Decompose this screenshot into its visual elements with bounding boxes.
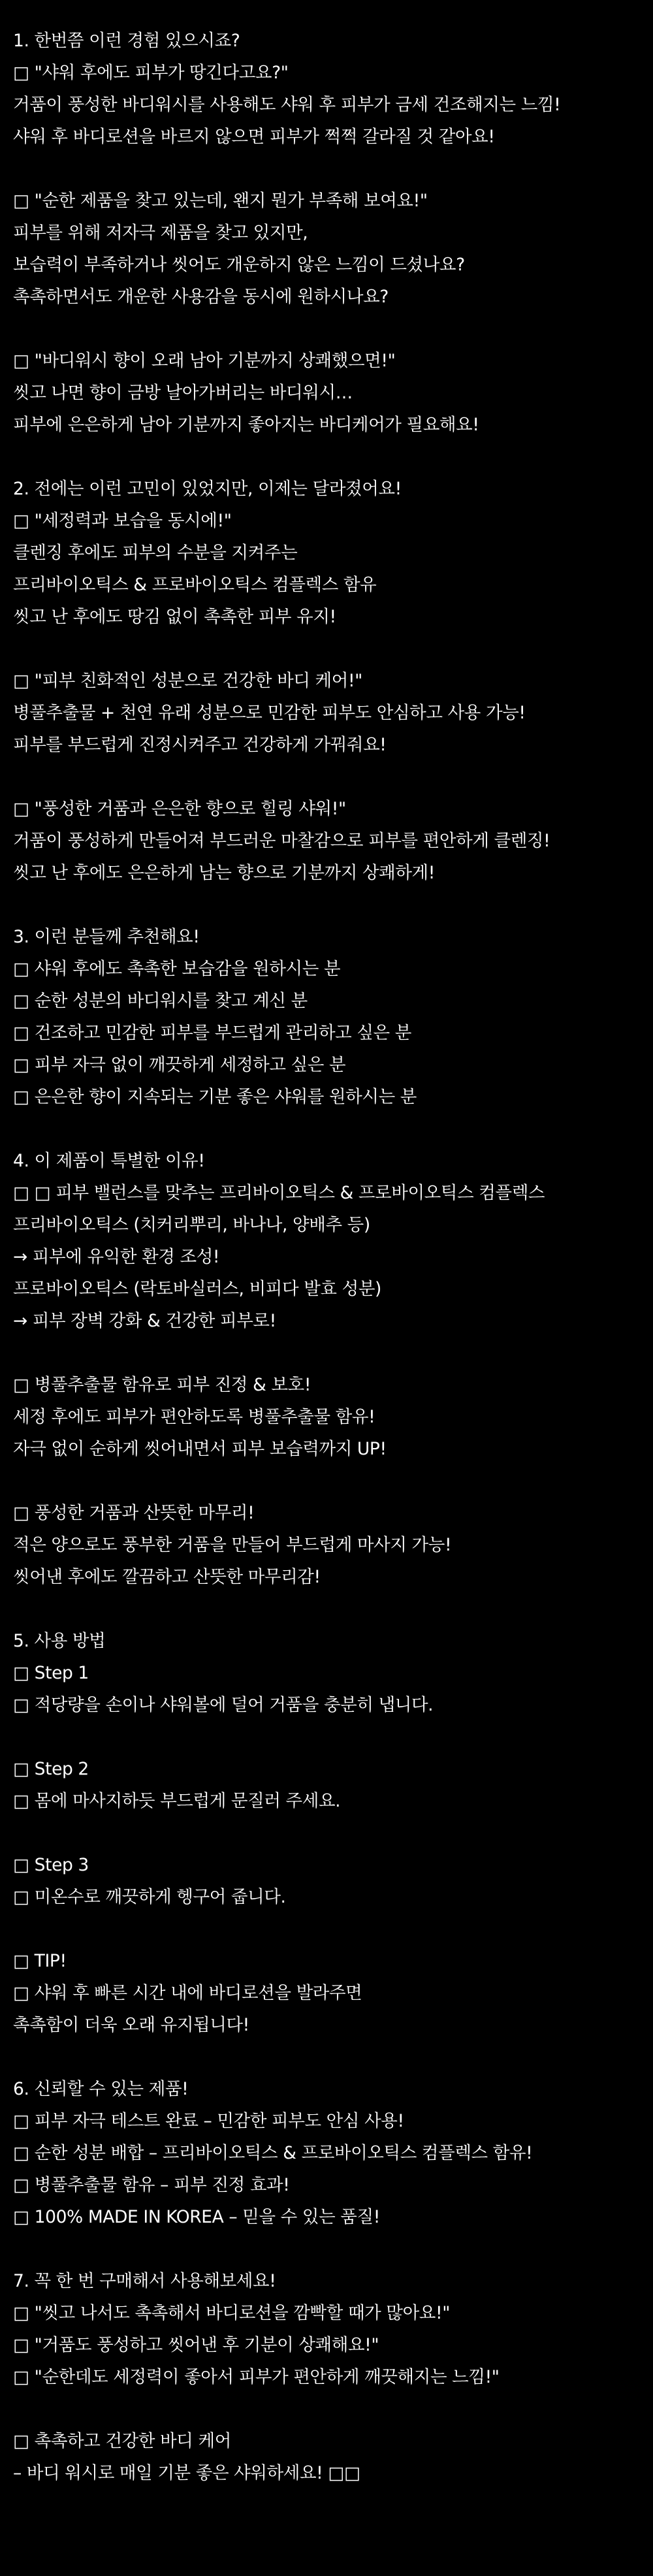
text-line: □ 피부 자극 테스트 완료 – 민감한 피부도 안심 사용! bbox=[13, 2111, 404, 2131]
text-line: 자극 없이 순하게 씻어내면서 피부 보습력까지 UP! bbox=[13, 1439, 387, 1459]
text-line: □ Step 1 bbox=[13, 1663, 89, 1683]
text-line: 적은 양으로도 풍부한 거품을 만들어 부드럽게 마사지 가능! bbox=[13, 1535, 452, 1555]
text-line: □ 순한 성분의 바디워시를 찾고 계신 분 bbox=[13, 991, 308, 1011]
blank-line bbox=[13, 1465, 653, 1497]
text-line: □ 몸에 마사지하듯 부드럽게 문질러 주세요. bbox=[13, 1791, 341, 1811]
blank-line bbox=[13, 761, 653, 793]
text-line: □ 샤워 후에도 촉촉한 보습감을 원하시는 분 bbox=[13, 959, 341, 979]
text-line: □ 촉촉하고 건강한 바디 케어 bbox=[13, 2431, 231, 2451]
section-heading: 5. 사용 방법 bbox=[13, 1631, 106, 1651]
text-line: → 피부에 유익한 환경 조성! bbox=[13, 1247, 220, 1267]
blank-line bbox=[13, 1113, 653, 1145]
text-line: 피부를 부드럽게 진정시켜주고 건강하게 가꿔줘요! bbox=[13, 735, 387, 755]
blank-line bbox=[13, 1817, 653, 1849]
text-line: □ "순한 제품을 찾고 있는데, 왠지 뭔가 부족해 보여요!" bbox=[13, 191, 428, 211]
text-line: □ 피부 자극 없이 깨끗하게 세정하고 싶은 분 bbox=[13, 1055, 346, 1075]
text-line: 씻고 나면 향이 금방 날아가버리는 바디워시… bbox=[13, 383, 353, 403]
text-line: 거품이 풍성하게 만들어져 부드러운 마찰감으로 피부를 편안하게 클렌징! bbox=[13, 831, 550, 851]
text-line: □ "거품도 풍성하고 씻어낸 후 기분이 상쾌해요!" bbox=[13, 2335, 379, 2355]
text-line: □ "순한데도 세정력이 좋아서 피부가 편안하게 깨끗해지는 느낌!" bbox=[13, 2367, 500, 2387]
section-heading: 2. 전에는 이런 고민이 있었지만, 이제는 달라졌어요! bbox=[13, 479, 402, 499]
text-line: 씻고 난 후에도 땅김 없이 촉촉한 피부 유지! bbox=[13, 607, 336, 627]
section-heading: 7. 꼭 한 번 구매해서 사용해보세요! bbox=[13, 2271, 276, 2291]
text-line: □ 순한 성분 배합 – 프리바이오틱스 & 프로바이오틱스 컴플렉스 함유! bbox=[13, 2143, 533, 2163]
text-line: 피부에 은은하게 남아 기분까지 좋아지는 바디케어가 필요해요! bbox=[13, 415, 479, 435]
text-line: □ 적당량을 손이나 샤워볼에 덜어 거품을 충분히 냅니다. bbox=[13, 1695, 434, 1715]
text-line: 프로바이오틱스 (락토바실러스, 비피다 발효 성분) bbox=[13, 1279, 381, 1299]
blank-line bbox=[13, 1593, 653, 1625]
text-line: 거품이 풍성한 바디워시를 사용해도 샤워 후 피부가 금세 건조해지는 느낌! bbox=[13, 95, 561, 115]
section-heading: 6. 신뢰할 수 있는 제품! bbox=[13, 2079, 189, 2099]
text-line: □ "피부 친화적인 성분으로 건강한 바디 케어!" bbox=[13, 671, 362, 691]
blank-line bbox=[13, 441, 653, 473]
text-line: 촉촉하면서도 개운한 사용감을 동시에 원하시나요? bbox=[13, 287, 389, 307]
text-line: □ "바디워시 향이 오래 남아 기분까지 상쾌했으면!" bbox=[13, 351, 396, 371]
text-line: 씻고 난 후에도 은은하게 남는 향으로 기분까지 상쾌하게! bbox=[13, 863, 435, 883]
text-line: □ 건조하고 민감한 피부를 부드럽게 관리하고 싶은 분 bbox=[13, 1023, 411, 1043]
text-line: □ Step 2 bbox=[13, 1759, 89, 1779]
text-line: → 피부 장벽 강화 & 건강한 피부로! bbox=[13, 1311, 276, 1331]
text-line: □ Step 3 bbox=[13, 1855, 89, 1875]
text-line: □ 병풀추출물 함유로 피부 진정 & 보호! bbox=[13, 1375, 311, 1395]
section-heading: 3. 이런 분들께 추천해요! bbox=[13, 927, 200, 947]
text-line: □ 샤워 후 빠른 시간 내에 바디로션을 발라주면 bbox=[13, 1983, 362, 2003]
section-heading: 4. 이 제품이 특별한 이유! bbox=[13, 1151, 205, 1171]
text-line: □ "세정력과 보습을 동시에!" bbox=[13, 511, 232, 531]
text-line: 프리바이오틱스 & 프로바이오틱스 컴플렉스 함유 bbox=[13, 575, 377, 595]
text-line: □ TIP! bbox=[13, 1951, 67, 1971]
text-line: 씻어낸 후에도 깔끔하고 산뜻한 마무리감! bbox=[13, 1567, 321, 1587]
text-line: □ "샤워 후에도 피부가 땅긴다고요?" bbox=[13, 63, 289, 83]
text-line: □ 풍성한 거품과 산뜻한 마무리! bbox=[13, 1503, 255, 1523]
text-line: 샤워 후 바디로션을 바르지 않으면 피부가 쩍쩍 갈라질 것 같아요! bbox=[13, 127, 495, 147]
blank-line bbox=[13, 1721, 653, 1753]
text-line: □ 병풀추출물 함유 – 피부 진정 효과! bbox=[13, 2175, 290, 2195]
text-line: □ "풍성한 거품과 은은한 향으로 힐링 샤워!" bbox=[13, 799, 346, 819]
text-line: □ 100% MADE IN KOREA – 믿을 수 있는 품질! bbox=[13, 2207, 380, 2227]
text-line: 병풀추출물 + 천연 유래 성분으로 민감한 피부도 안심하고 사용 가능! bbox=[13, 703, 526, 723]
text-line: 프리바이오틱스 (치커리뿌리, 바나나, 양배추 등) bbox=[13, 1215, 370, 1235]
blank-line bbox=[13, 313, 653, 345]
text-line: 촉촉함이 더욱 오래 유지됩니다! bbox=[13, 2015, 249, 2035]
text-line: – 바디 워시로 매일 기분 좋은 샤워하세요! □□ bbox=[13, 2463, 360, 2483]
section-heading: 1. 한번쯤 이런 경험 있으시죠? bbox=[13, 31, 240, 51]
blank-line bbox=[13, 1337, 653, 1369]
text-line: 피부를 위해 저자극 제품을 찾고 있지만, bbox=[13, 223, 308, 243]
text-line: □ "씻고 나서도 촉촉해서 바디로션을 깜빡할 때가 많아요!" bbox=[13, 2303, 450, 2323]
text-line: 보습력이 부족하거나 씻어도 개운하지 않은 느낌이 드셨나요? bbox=[13, 255, 465, 275]
blank-line bbox=[13, 889, 653, 921]
text-line: □ 은은한 향이 지속되는 기분 좋은 샤워를 원하시는 분 bbox=[13, 1087, 417, 1107]
blank-line bbox=[13, 2393, 653, 2425]
blank-line bbox=[13, 633, 653, 665]
blank-line bbox=[13, 2233, 653, 2265]
text-line: 세정 후에도 피부가 편안하도록 병풀추출물 함유! bbox=[13, 1407, 375, 1427]
blank-line bbox=[13, 2041, 653, 2073]
text-line: □ □ 피부 밸런스를 맞추는 프리바이오틱스 & 프로바이오틱스 컴플렉스 bbox=[13, 1183, 545, 1203]
text-line: □ 미온수로 깨끗하게 헹구어 줍니다. bbox=[13, 1887, 286, 1907]
blank-line bbox=[13, 153, 653, 185]
blank-line bbox=[13, 1913, 653, 1945]
text-line: 클렌징 후에도 피부의 수분을 지켜주는 bbox=[13, 543, 298, 563]
